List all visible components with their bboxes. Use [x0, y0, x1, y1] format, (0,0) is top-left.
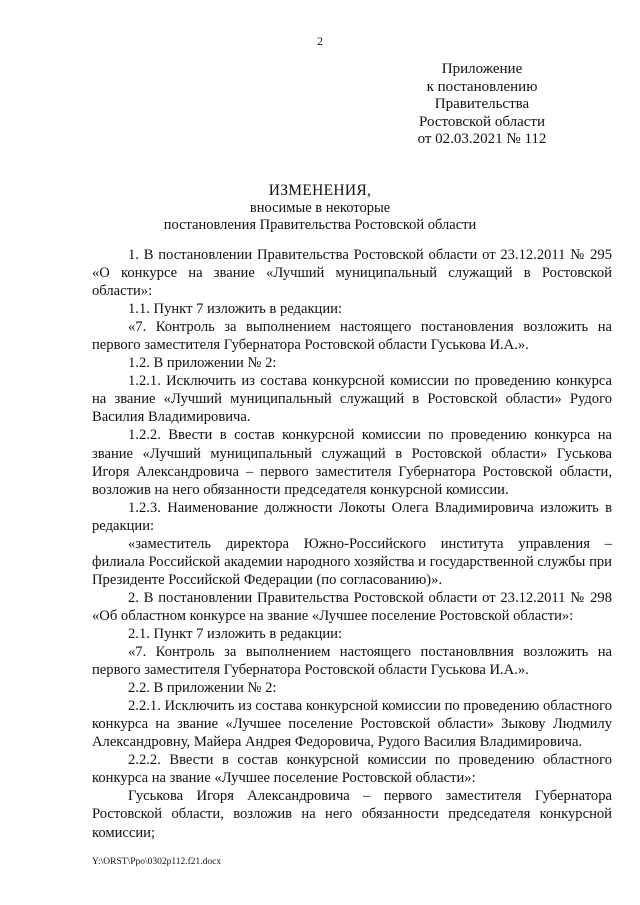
paragraph: «7. Контроль за выполнением настоящего постановления возложить на первого заместителя Губернатора Ростовской области Гуськова И.А.».: [92, 319, 612, 354]
appendix-line: Ростовской области: [419, 113, 545, 130]
paragraph: «7. Контроль за выполнением настоящего постановлвния возложить на первого заместителя Губернатора Ростовской области Гуськова И.А.».: [92, 644, 612, 679]
paragraph: Гуськова Игоря Александровича – первого заместителя Губернатора Ростовской области, возложив на него обязанности председателя конкурсной комиссии;: [92, 788, 612, 841]
paragraph: 2.2. В приложении № 2:: [128, 680, 277, 697]
paragraph: 1.2. В приложении № 2:: [128, 355, 277, 372]
paragraph: 2.1. Пункт 7 изложить в редакции:: [128, 625, 343, 642]
heading-subtitle: вносимые в некоторые: [249, 200, 391, 216]
paragraph: «заместитель директора Южно-Российского института управления – филиала Российской академии народного хозяйства и государственной службы при Президенте Российской Федерации (по согласованию)».: [92, 535, 612, 588]
paragraph: 1.1. Пункт 7 изложить в редакции:: [128, 301, 343, 318]
appendix-line: Приложение: [441, 61, 523, 77]
appendix-line: от 02.03.2021 № 112: [417, 131, 547, 148]
heading-subtitle-2: постановления Правительства Ростовской области: [163, 217, 477, 233]
appendix-line: к постановлению: [426, 78, 538, 95]
paragraph: 2.2.1. Исключить из состава конкурсной комиссии по проведению областного конкурса на звание «Лучшее поселение Ростовской области» Зыкову Людмилу Александровну, Майера Андрея Федоровича, Рудого Василия Владимировича.: [92, 698, 612, 751]
appendix-block: [382, 61, 582, 149]
page-number: 2: [317, 34, 323, 48]
file-path-footer: Y:\ORST\Ppo\0302p112.f21.docx: [92, 857, 222, 867]
document-body: [92, 246, 612, 842]
paragraph: 2.2.2. Ввести в состав конкурсной комиссии по проведению областного конкурса на звание «Лучшее поселение Ростовской области»:: [92, 752, 612, 787]
paragraph: 1.2.2. Ввести в состав конкурсной комиссии по проведению конкурса на звание «Лучший муниципальный служащий в Ростовской области» Гуськова Игоря Александровича – первого заместителя Губернатора Ростовской области, возложив на него обязанности председателя конкурсной комиссии.: [92, 427, 612, 498]
heading-title: ИЗМЕНЕНИЯ,: [268, 182, 372, 199]
paragraph: 2. В постановлении Правительства Ростовской области от 23.12.2011 № 298 «Об областном конкурсе на звание «Лучшее поселение Ростовской области»:: [92, 589, 612, 624]
paragraph: 1. В постановлении Правительства Ростовской области от 23.12.2011 № 295 «О конкурсе на звание «Лучший муниципальный служащий в Ростовской области»:: [92, 247, 612, 300]
paragraph: 1.2.1. Исключить из состава конкурсной комиссии по проведению конкурса на звание «Лучший муниципальный служащий в Ростовской области» Рудого Василия Владимировича.: [92, 373, 612, 426]
appendix-line: Правительства: [434, 96, 530, 113]
document-heading: [0, 181, 640, 234]
paragraph: 1.2.3. Наименование должности Локоты Олега Владимировича изложить в редакции:: [92, 499, 612, 534]
